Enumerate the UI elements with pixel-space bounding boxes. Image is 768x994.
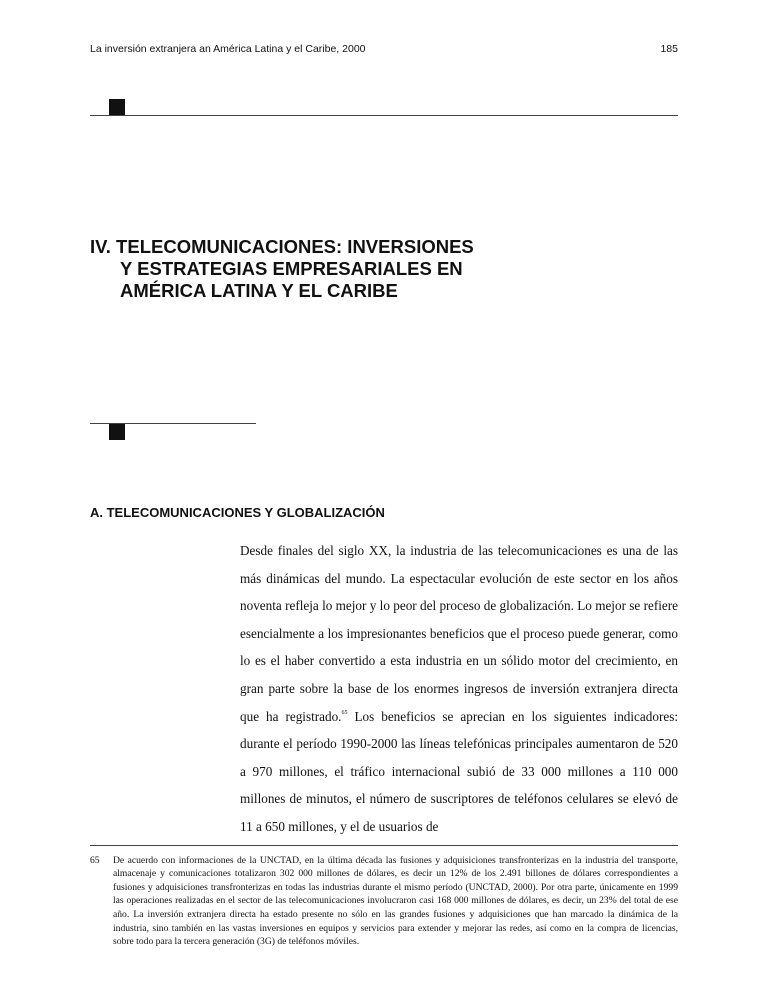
decorative-square — [109, 99, 125, 115]
footnote-divider — [90, 845, 678, 846]
main-content — [90, 537, 678, 949]
page-number: 185 — [660, 43, 678, 55]
body-text-part: Los beneficios se aprecian en los siguientes indicadores: durante el período 1990-2000 las líneas telefónicas principales aumentaron de 520 a 970 millones, el tráfico internacional subió de 33 000 millones a 110 000 millones de minutos, el número de suscriptores de teléfonos celulares se elevó de 11 a 650 millones, y el de usuarios de — [240, 708, 678, 834]
running-head: La inversión extranjera an América Latina y el Caribe, 2000 — [90, 43, 366, 55]
footnote-text: De acuerdo con informaciones de la UNCTAD, en la última década las fusiones y adquisiciones transfronterizas en la industria del transporte, almacenaje y comunicaciones totalizaron 302 000 millones de dólares, es decir un 12% de los 2.491 billones de dólares correspondientes a fusiones y adquisiciones transfronterizas en todas las industrias durante el mismo período (UNCTAD, 2000). Por otra parte, únicamente en 1999 las operaciones realizadas en el sector de las telecomunicaciones involucraron casi 168 000 millones de dólares, es decir, un 23% del total de ese año. La inversión extranjera directa ha estado presente no sólo en las grandes fusiones y adquisiciones que han marcado la dinámica de la industria, sino también en las vastas inversiones en equipos y servicios para extender y mejorar las redes, así como en la compra de licencias, sobre todo para la tercera generación (3G) de teléfonos móviles. — [113, 854, 678, 948]
body-paragraph — [240, 537, 678, 841]
body-text-part: Desde finales del siglo XX, la industria de las telecomunicaciones es una de las más dinámicas del mundo. La espectacular evolución de este sector en los años noventa refleja lo mejor y lo peor del proceso de globalización. Lo mejor se refiere esencialmente a los impresionantes beneficios que el proceso puede generar, como lo es el haber convertido a esta industria en un sólido motor del crecimiento, en gran parte sobre la base de los enormes ingresos de inversión extranjera directa que ha registrado. — [240, 543, 678, 724]
footnote — [90, 854, 678, 949]
chapter-title-line: IV. TELECOMUNICACIONES: INVERSIONES — [90, 236, 474, 257]
decorative-square — [109, 424, 125, 440]
footnote-reference[interactable]: 65 — [341, 709, 348, 716]
divider — [90, 115, 678, 116]
footnote-number: 65 — [90, 854, 100, 866]
section-title: A. TELECOMUNICACIONES Y GLOBALIZACIÓN — [90, 505, 385, 520]
chapter-title-line: AMÉRICA LATINA Y EL CARIBE — [120, 280, 398, 301]
chapter-title-line: Y ESTRATEGIAS EMPRESARIALES EN — [120, 258, 463, 279]
chapter-title — [90, 236, 678, 302]
